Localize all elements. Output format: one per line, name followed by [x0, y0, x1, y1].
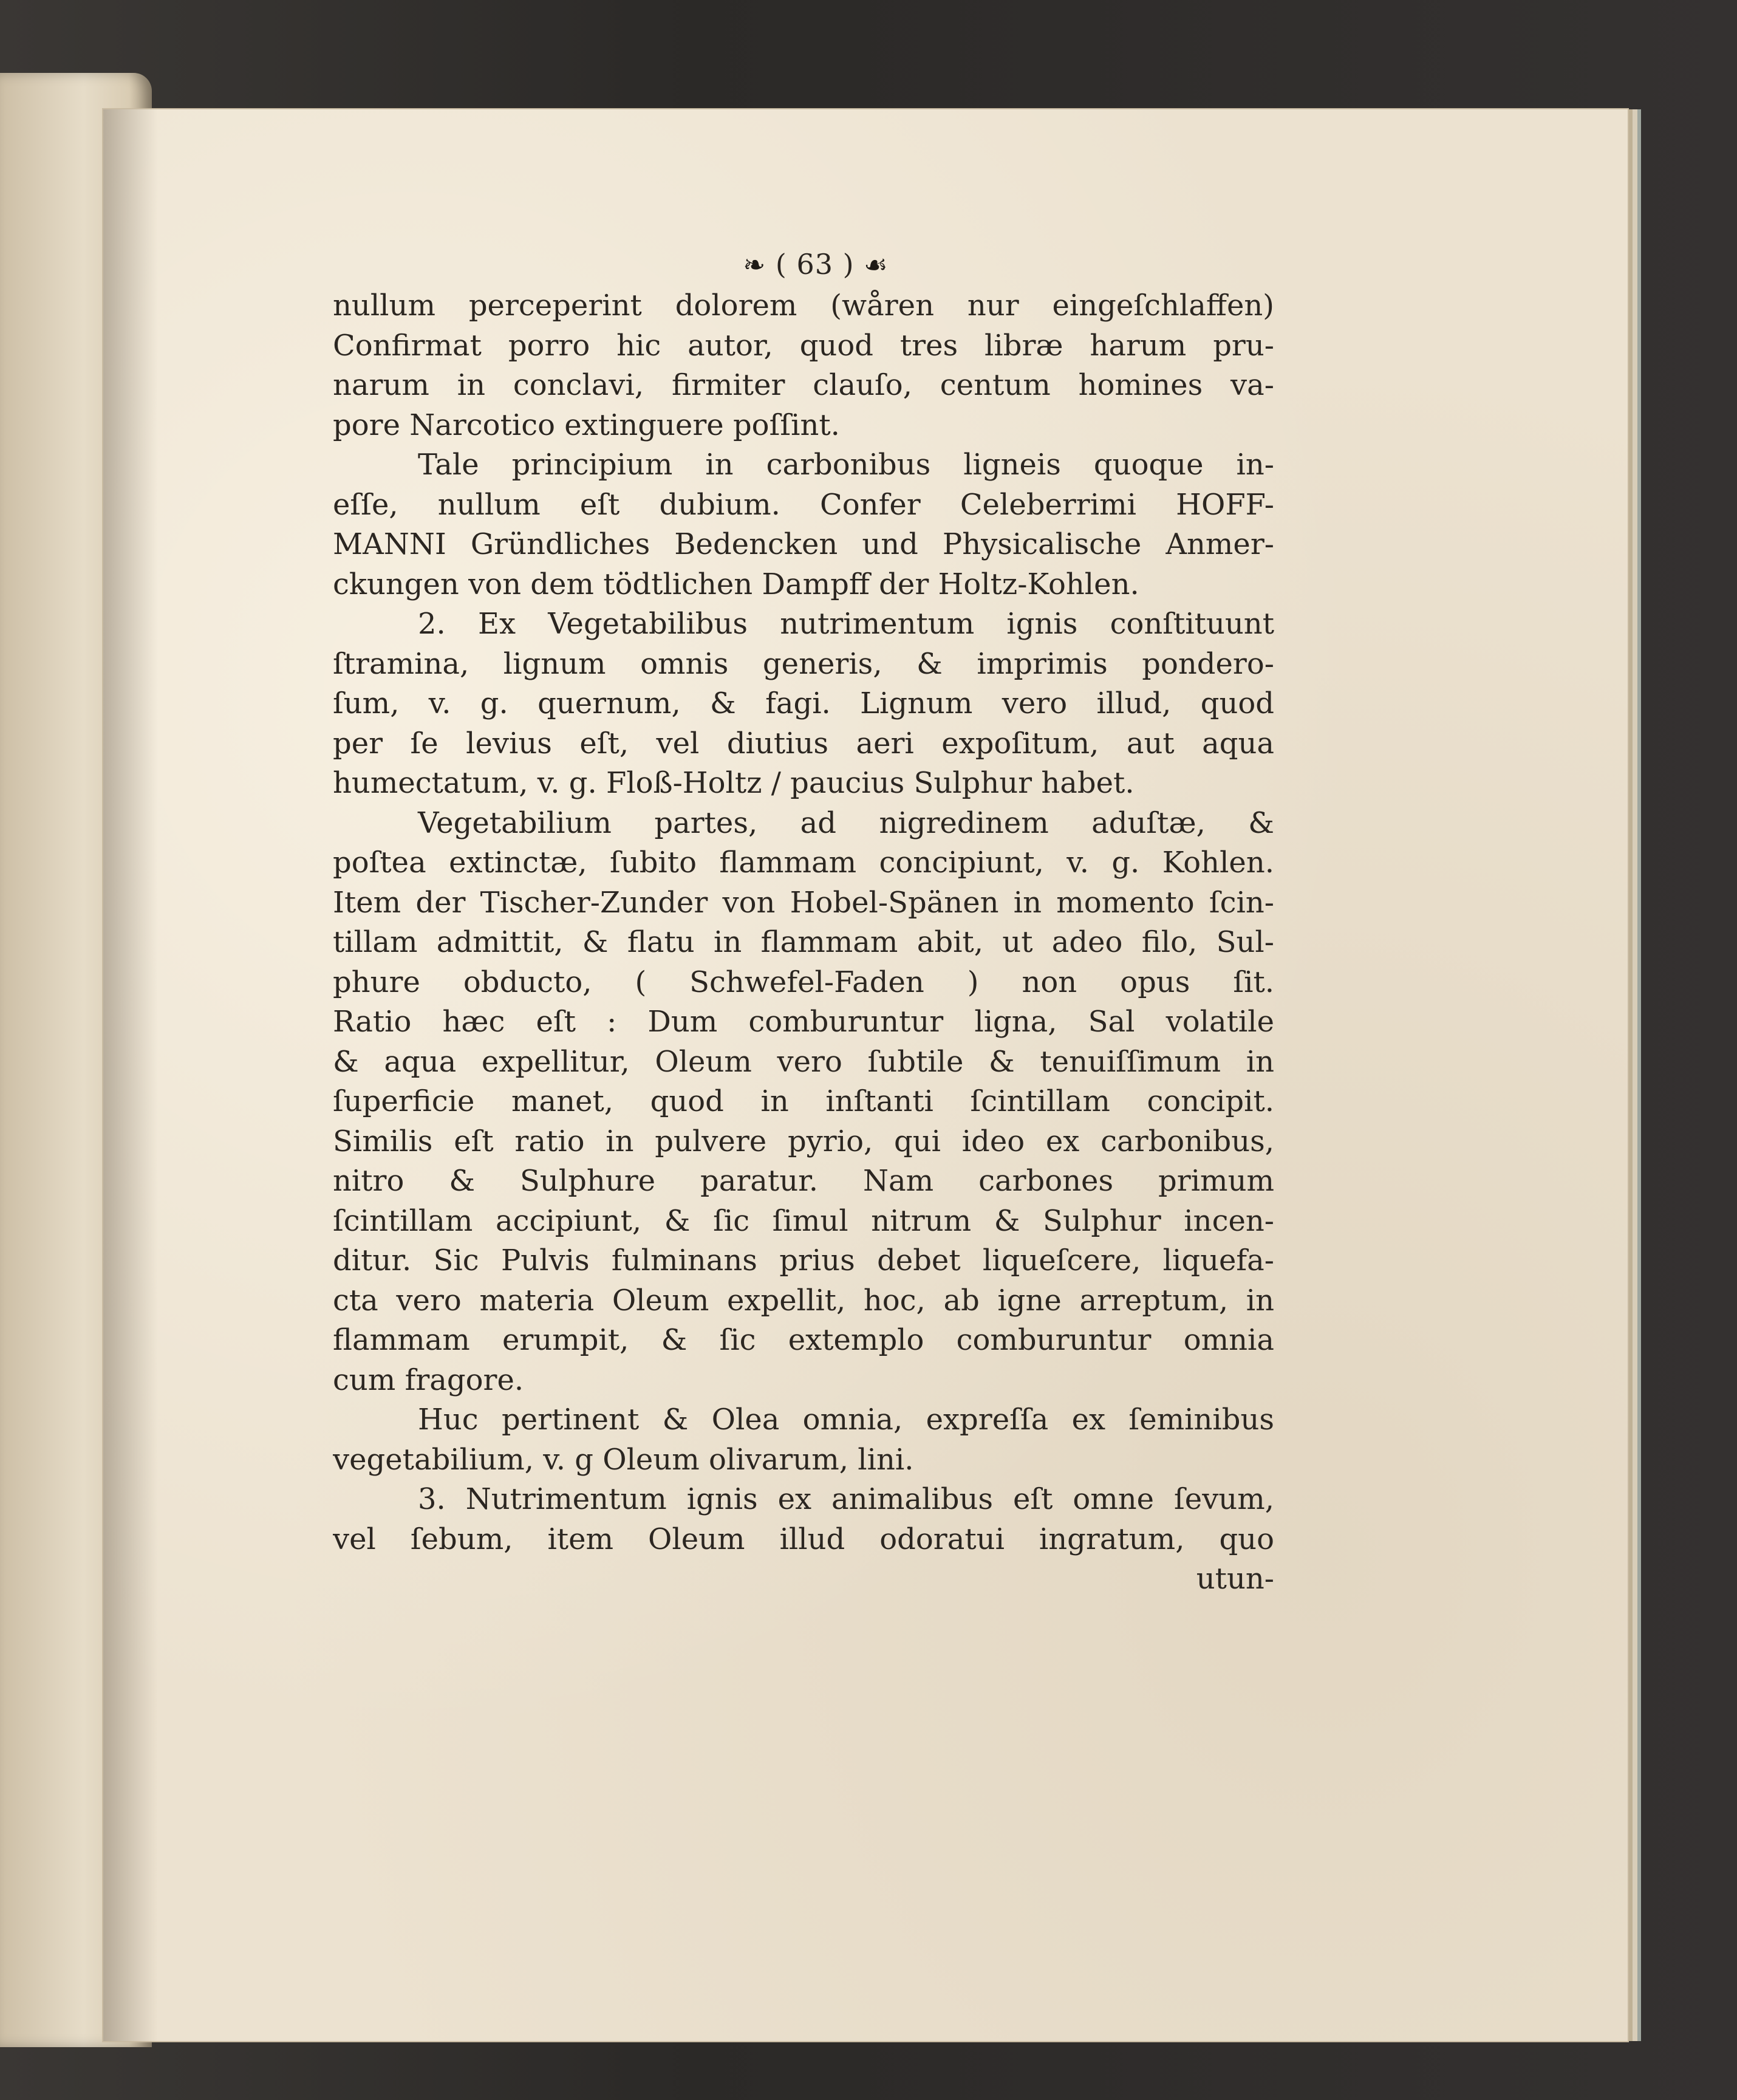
- text-line: poſtea extinctæ, ſubito flammam concipiunt, v. g. Kohlen.: [333, 846, 1274, 880]
- page-number: ( 63 ): [775, 248, 855, 281]
- text-line: Confirmat porro hic autor, quod tres libræ harum pru-: [333, 328, 1274, 363]
- ornament-right-icon: ☙: [864, 250, 889, 281]
- text-line: 3. Nutrimentum ignis ex animalibus eſt omne ſevum,: [418, 1482, 1274, 1516]
- text-line: flammam erumpit, & ſic extemplo comburuntur omnia: [333, 1323, 1274, 1357]
- text-line: MANNI Gründliches Bedencken und Physicalische Anmer-: [333, 527, 1274, 561]
- text-line: cum fragore.: [333, 1363, 524, 1397]
- text-line: nitro & Sulphure paratur. Nam carbones primum: [333, 1164, 1274, 1198]
- text-line: vel ſebum, item Oleum illud odoratui ingratum, quo: [333, 1522, 1274, 1556]
- text-line: 2. Ex Vegetabilibus nutrimentum ignis conſtituunt: [418, 607, 1274, 641]
- text-line: ſcintillam accipiunt, & ſic ſimul nitrum & Sulphur incen-: [333, 1203, 1274, 1238]
- page-gutter-shadow: [103, 109, 158, 2041]
- text-line: per ſe levius eſt, vel diutius aeri expoſitum, aut aqua: [333, 726, 1274, 761]
- text-line: ſtramina, lignum omnis generis, & imprimis pondero-: [333, 646, 1274, 681]
- page-header: [357, 246, 1274, 284]
- text-line: Tale principium in carbonibus ligneis quoque in-: [418, 448, 1274, 482]
- text-line: pore Narcotico extinguere poſſint.: [333, 408, 840, 442]
- ornament-left-icon: ❧: [743, 250, 766, 281]
- text-line: nullum perceperint dolorem (wåren nur eingeſchlaffen): [333, 289, 1274, 323]
- text-line: phure obducto, ( Schwefel-Faden ) non opus ſit.: [333, 965, 1274, 999]
- text-line: tillam admittit, & flatu in flammam abit, ut adeo filo, Sul-: [333, 925, 1274, 959]
- text-line: Huc pertinent & Olea omnia, expreſſa ex ſeminibus: [418, 1403, 1274, 1437]
- text-line: Ratio hæc eſt : Dum comburuntur ligna, Sal volatile: [333, 1005, 1274, 1039]
- text-line: Similis eſt ratio in pulvere pyrio, qui ideo ex carbonibus,: [333, 1124, 1274, 1158]
- text-line: vegetabilium, v. g Oleum olivarum, lini.: [333, 1442, 914, 1477]
- text-line: Vegetabilium partes, ad nigredinem aduſtæ, &: [418, 805, 1274, 840]
- text-line: ckungen von dem tödtlichen Dampff der Holtz-Kohlen.: [333, 567, 1139, 601]
- text-line: narum in conclavi, firmiter clauſo, centum homines va-: [333, 368, 1274, 402]
- text-line: eſſe, nullum eſt dubium. Confer Celeberrimi HOFF-: [333, 487, 1274, 522]
- text-line: ſum, v. g. quernum, & fagi. Lignum vero illud, quod: [333, 686, 1274, 720]
- text-line: ditur. Sic Pulvis fulminans prius debet liqueſcere, liquefa-: [333, 1243, 1274, 1277]
- catchword: utun-: [1196, 1562, 1274, 1596]
- text-line: cta vero materia Oleum expellit, hoc, ab igne arreptum, in: [333, 1283, 1274, 1318]
- page-text: [333, 246, 1274, 1599]
- text-line: & aqua expellitur, Oleum vero ſubtile & tenuiſſimum in: [333, 1044, 1274, 1079]
- text-line: Item der Tischer-Zunder von Hobel-Spänen in momento ſcin-: [333, 885, 1274, 920]
- text-line: humectatum, v. g. Floß-Holtz / paucius Sulphur habet.: [333, 766, 1135, 800]
- text-line: ſuperficie manet, quod in inſtanti ſcintillam concipit.: [333, 1084, 1274, 1118]
